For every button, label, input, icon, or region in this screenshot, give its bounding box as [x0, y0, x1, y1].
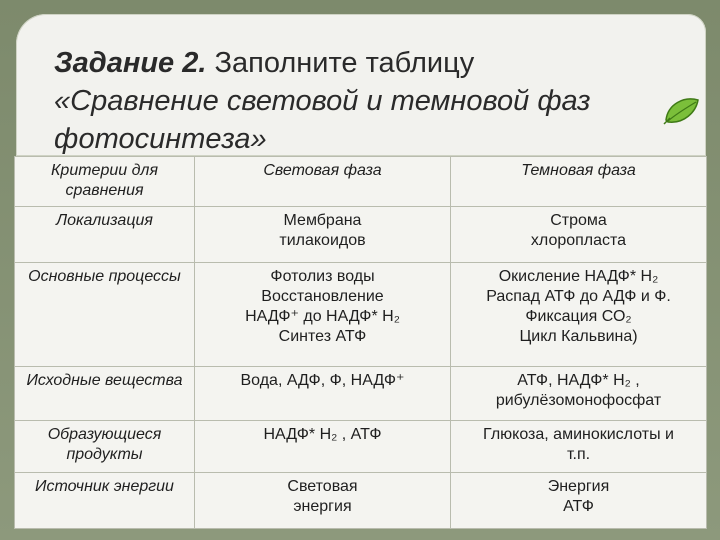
title-line2: «Сравнение световой и темновой фаз	[54, 85, 591, 117]
cell-line: Энергия	[547, 478, 610, 495]
table-header-row	[15, 157, 707, 207]
row-dark	[451, 207, 707, 263]
table-row	[15, 473, 707, 529]
cell-line: Глюкоза, аминокислоты и	[483, 426, 674, 443]
title-rest: Заполните таблицу	[206, 47, 475, 79]
cell-line: Восстановление	[261, 288, 384, 305]
cell-line: Фиксация СО₂	[525, 308, 632, 325]
cell-line: НАДФ⁺ до НАДФ* Н₂	[245, 308, 400, 325]
row-dark	[451, 263, 707, 367]
comparison-table	[14, 156, 707, 529]
row-criterion: Локализация	[15, 207, 195, 263]
leaf-icon	[662, 94, 702, 126]
cell-line: тилакоидов	[279, 232, 366, 249]
table-row	[15, 263, 707, 367]
header-criteria: Критерии для сравнения	[15, 157, 195, 207]
cell-line: Распад АТФ до АДФ и Ф.	[486, 288, 671, 305]
cell-line: Цикл Кальвина)	[519, 328, 638, 345]
cell-line: Мембрана	[283, 212, 362, 229]
table-row	[15, 207, 707, 263]
row-criterion: Исходные вещества	[15, 367, 195, 421]
title-bold: Задание 2.	[54, 47, 207, 79]
row-criterion: Основные процессы	[15, 263, 195, 367]
row-light	[195, 421, 451, 473]
row-dark	[451, 367, 707, 421]
cell-line: Фотолиз воды	[270, 268, 375, 285]
cell-line: Окисление НАДФ* Н₂	[498, 268, 659, 285]
row-light	[195, 367, 451, 421]
cell-line: рибулёзомонофосфат	[495, 392, 662, 409]
cell-line: НАДФ* Н₂ , АТФ	[263, 426, 382, 443]
cell-line: Световая	[287, 478, 358, 495]
cell-line: АТФ, НАДФ* Н₂ ,	[517, 372, 640, 389]
header-light-phase: Световая фаза	[195, 157, 451, 207]
slide-title	[54, 44, 674, 158]
cell-line: Вода, АДФ, Ф, НАДФ⁺	[240, 372, 405, 389]
cell-line: Синтез АТФ	[278, 328, 367, 345]
table-row	[15, 421, 707, 473]
cell-line: хлоропласта	[530, 232, 627, 249]
row-criterion: Источник энергии	[15, 473, 195, 529]
table-row	[15, 367, 707, 421]
row-criterion: Образующиеся продукты	[15, 421, 195, 473]
title-line3: фотосинтеза»	[54, 123, 267, 155]
title-panel	[16, 14, 706, 156]
row-dark	[451, 421, 707, 473]
row-light	[195, 263, 451, 367]
row-light	[195, 207, 451, 263]
cell-line: энергия	[293, 498, 352, 515]
cell-line: т.п.	[566, 446, 591, 463]
cell-line: АТФ	[563, 498, 594, 515]
row-light	[195, 473, 451, 529]
header-dark-phase: Темновая фаза	[451, 157, 707, 207]
cell-line: Строма	[550, 212, 607, 229]
row-dark	[451, 473, 707, 529]
